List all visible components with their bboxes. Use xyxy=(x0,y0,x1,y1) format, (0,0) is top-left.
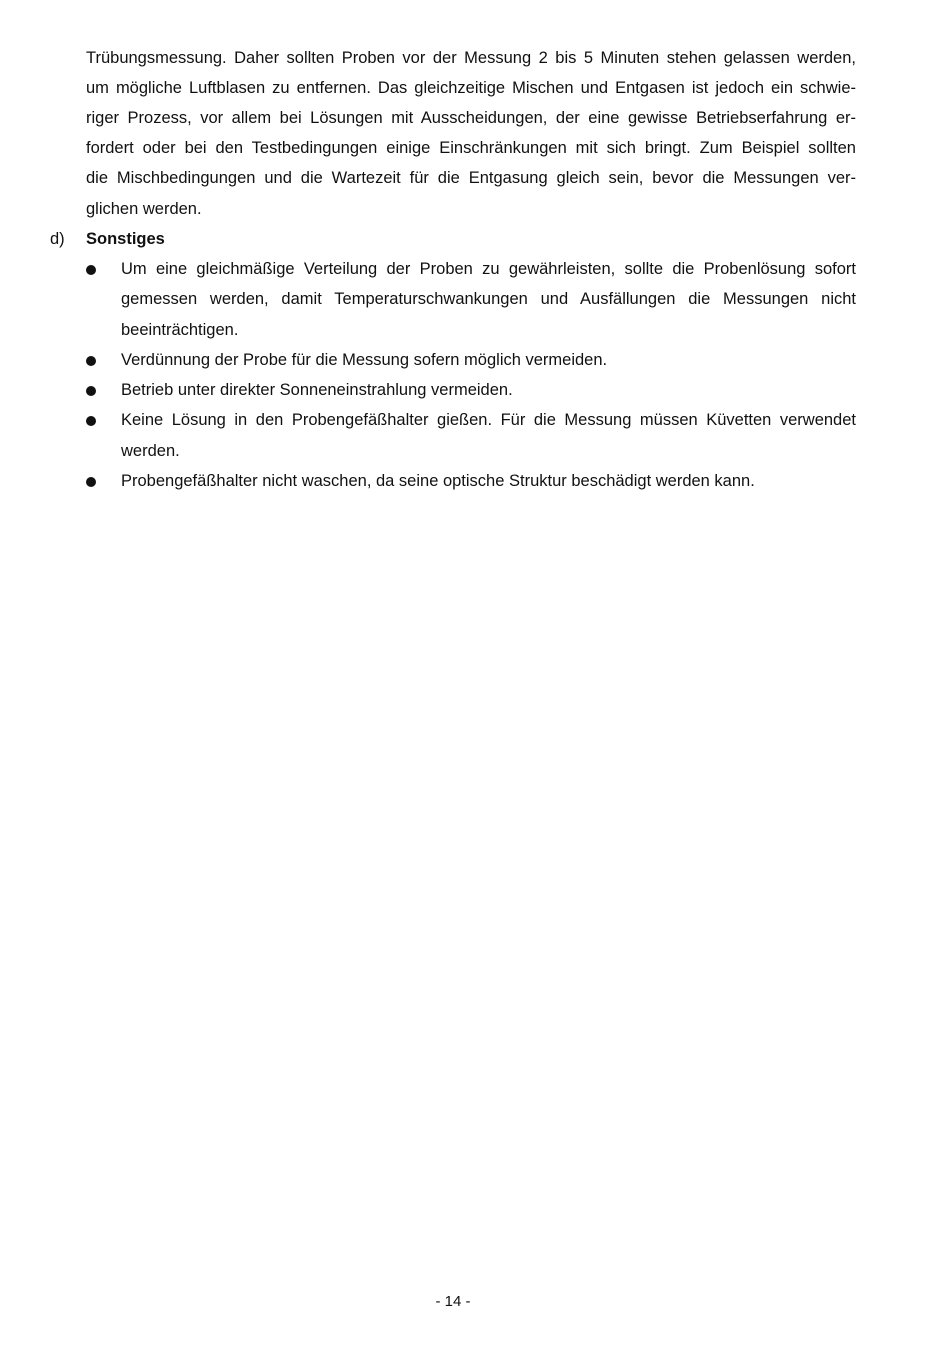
bullet-point-icon xyxy=(86,386,96,396)
paragraph-line: Trübungsmessung. Daher sollten Proben vor der Messung 2 bis 5 Minuten stehen gelassen werden, xyxy=(86,49,856,67)
bullet-line: werden. xyxy=(121,442,180,460)
bullet-line: Betrieb unter direkter Sonneneinstrahlung vermeiden. xyxy=(121,381,513,399)
paragraph-line: um mögliche Luftblasen zu entfernen. Das gleichzeitige Mischen und Entgasen ist jedoch ein schwie- xyxy=(86,79,856,97)
bullet-line: Probengefäßhalter nicht waschen, da seine optische Struktur beschädigt werden kann. xyxy=(121,472,755,490)
section-heading: Sonstiges xyxy=(86,230,165,248)
section-marker: d) xyxy=(50,230,65,248)
bullet-point-icon xyxy=(86,477,96,487)
bullet-line: gemessen werden, damit Temperaturschwankungen und Ausfällungen die Messungen nicht xyxy=(121,290,856,308)
bullet-point-icon xyxy=(86,356,96,366)
paragraph-line: fordert oder bei den Testbedingungen einige Einschränkungen mit sich bringt. Zum Beispiel sollten xyxy=(86,139,856,157)
bullet-line: beeinträchtigen. xyxy=(121,321,239,339)
paragraph-line: riger Prozess, vor allem bei Lösungen mit Ausscheidungen, der eine gewisse Betriebserfahrung er- xyxy=(86,109,856,127)
bullet-point-icon xyxy=(86,416,96,426)
bullet-line: Keine Lösung in den Probengefäßhalter gießen. Für die Messung müssen Küvetten verwendet xyxy=(121,411,856,429)
bullet-line: Um eine gleichmäßige Verteilung der Proben zu gewährleisten, sollte die Probenlösung sofort xyxy=(121,260,856,278)
paragraph-line: die Mischbedingungen und die Wartezeit für die Entgasung gleich sein, bevor die Messungen ver- xyxy=(86,169,856,187)
bullet-point-icon xyxy=(86,265,96,275)
page-number: - 14 - xyxy=(435,1293,471,1310)
bullet-line: Verdünnung der Probe für die Messung sofern möglich vermeiden. xyxy=(121,351,608,369)
paragraph-line: glichen werden. xyxy=(86,200,202,218)
